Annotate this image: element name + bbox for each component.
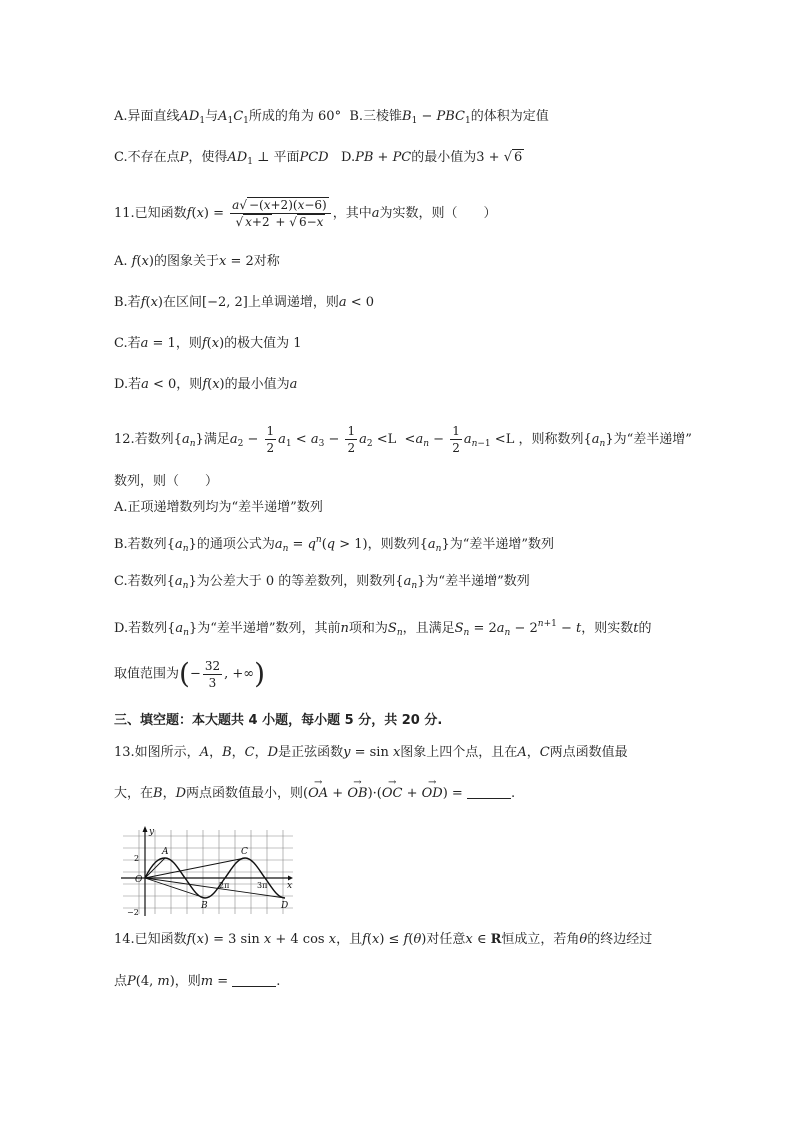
q11-option-b: B.若f(x)在区间[−2, 2]上单调递增，则a < 0	[114, 295, 375, 310]
q12-option-a: A.正项递增数列均为“差半递增”数列	[114, 500, 323, 515]
point-a-label: A	[162, 847, 169, 857]
tick-2: 2	[134, 854, 140, 863]
point-c-label: C	[241, 847, 248, 857]
q11-option-c: C.若a = 1，则f(x)的极大值为 1	[114, 336, 302, 351]
q12-option-b: B.若数列$\{a_n\}$的通项公式为$a_n = q^n(q > 1)$，则数列$\{a_n\}$为“差半递增”数列	[114, 535, 555, 554]
q13-answer-blank[interactable]	[467, 784, 511, 799]
q11-option-d: D.若a < 0，则f(x)的最小值为a	[114, 377, 298, 392]
q12-option-d: D.若数列$\{a_n\}$为“差半递增”数列，其前n项和为$S_n$，且满足$S_n = 2a_n - 2^{n+1} - t$，则实数t的	[114, 619, 652, 638]
tick-3pi: 3π	[257, 881, 268, 890]
q12-stem: 12.若数列$\{a_n\}$满足$a_2$ − $\frac{1}{2}$ $a_1 < a_3$ − $\frac{1}{2}$ $a_2 <L <a_n$ − $\frac{1}{2}$ $a_{n-1} <L$ ，则称数列$\{a_n\}$为“差半递增”	[114, 424, 692, 455]
q12-option-c: C.若数列$\{a_n\}$为公差大于 0 的等差数列，则数列$\{a_n\}$为“差半递增”数列	[114, 574, 530, 591]
point-d-label: D	[281, 901, 289, 911]
q10-option-cd: C.不存在点P，使得$AD_1$ ⊥ 平面PCD D.PB + PC的最小值为3 + √ 6	[114, 150, 523, 167]
x-axis-label: x	[287, 881, 293, 891]
y-axis-label: y	[149, 827, 155, 837]
q14-answer-blank[interactable]	[232, 972, 276, 987]
q14-line1: 14.已知函数f(x) = 3 sin x + 4 cos x，且f(x) ≤ f(θ)对任意x ∈ R恒成立，若角θ的终边经过	[114, 932, 653, 947]
q11-stem: 11.已知函数f(x) = $\frac{a√ -(x+2)(x-6)}{√ x+2 + √ 6-x}$ ，其中a为实数，则（ ）	[114, 198, 497, 229]
tick-2pi: 2π	[219, 881, 230, 890]
point-b-label: B	[201, 901, 208, 911]
q10-option-ab: A.异面直线$AD_1$与$A_1C_1$所成的角为 60° B.三棱锥$B_1 - PBC_1$的体积为定值	[114, 109, 549, 126]
q12-stem-line2: 数列，则（ ）	[114, 474, 219, 489]
section-heading: 三、填空题：本大题共 4 小题，每小题 5 分，共 20 分.	[114, 713, 443, 728]
tick-neg2: −2	[127, 908, 139, 917]
q12-option-d-line2: 取值范围为(− $\frac{32}{3}$ , +∞)	[114, 657, 266, 690]
q14-line2: 点P(4, m)，则m = .	[114, 974, 281, 989]
q13-line2: 大，在B，D两点函数值最小，则(→ OA + → OB)·(→ OC + → OD) = .	[114, 784, 515, 804]
q11-option-a: A. f(x)的图象关于x = 2对称	[114, 254, 280, 269]
q13-line1: 13.如图所示，A，B，C，D是正弦函数y = sin x图象上四个点，且在A，C两点函数值最	[114, 745, 628, 760]
q13-sine-figure	[117, 826, 295, 918]
origin-label: O	[135, 875, 143, 885]
